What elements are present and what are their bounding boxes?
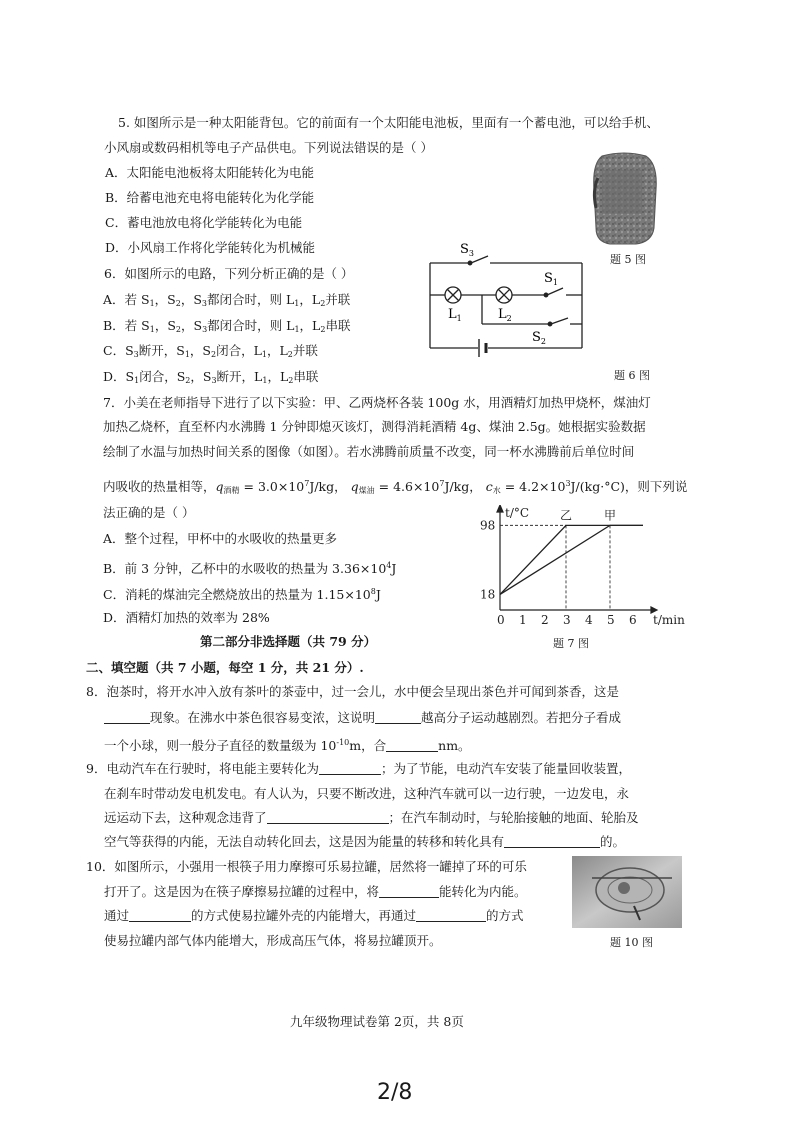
y-axis-label: t/°C [505, 506, 530, 520]
q7-temperature-chart [478, 505, 688, 630]
q9-line2: 在刹车时带动发电机发电。有人认为，只要不断改进，这种汽车就可以一边行驶，一边发电，永 [104, 786, 630, 801]
q7-option-b: B．前 3 分钟，乙杯中的水吸收的热量为 $3.36\times 10^4J$ [103, 561, 397, 576]
q10-line3: 通过 的方式使易拉罐外壳的内能增大，再通过 的方式 [104, 908, 524, 923]
q7-line3: 绘制了水温与加热时间关系的图像（如图）。若水沸腾前质量不改变，同一杯水沸腾前后单位时间 [103, 444, 635, 459]
label-l1: $L_1$ [448, 307, 462, 323]
page-number: 2/8 [377, 1080, 413, 1105]
x-tick-0: 0 [497, 613, 505, 627]
series-line-0 [500, 525, 643, 594]
q5-line1: 5. 如图所示是一种太阳能背包。它的前面有一个太阳能电池板，里面有一个蓄电池，可以给手机、 [118, 115, 659, 130]
label-s3: $S_3$ [460, 242, 474, 258]
page-footer: 九年级物理试卷第 2页，共 8页 [290, 1014, 464, 1029]
q7-line1: 7．小美在老师指导下进行了以下实验：甲、乙两烧杯各装 100g 水，用酒精灯加热甲烧杯，煤油灯 [103, 395, 651, 410]
q7-option-a: A．整个过程，甲杯中的水吸收的热量更多 [103, 531, 338, 546]
y-axis-arrow [497, 505, 503, 512]
q9-blank-2[interactable] [267, 811, 389, 824]
q8-blank-1[interactable] [104, 711, 150, 724]
series-line-1 [500, 525, 643, 594]
cola-can-image [572, 856, 682, 928]
q5-line2: 小风扇或数码相机等电子产品供电。下列说法错误的是（ ） [104, 140, 433, 155]
q9-blank-3[interactable] [504, 835, 600, 848]
q10-caption: 题 10 图 [610, 936, 653, 949]
part2-title: 第二部分非选择题（共 79 分） [200, 634, 377, 649]
q9-line3: 远运动下去，这种观念违背了 ；在汽车制动时，与轮胎接触的地面、轮胎及 [104, 810, 639, 825]
q6-option-d: D．$S_1$闭合，$S_2$，$S_3$断开，$L_1$，$L_2$串联 [103, 369, 319, 385]
q5-option-c: C．蓄电池放电将化学能转化为电能 [105, 215, 303, 230]
x-axis-label: t/min [653, 613, 685, 627]
q7-option-d: D．酒精灯加热的效率为 28% [103, 610, 270, 625]
x-tick-4: 4 [585, 613, 593, 627]
q7-line4: 内吸收的热量相等，$q_{酒精} = 3.0\times 10^7J/kg$， $q_{煤油} = 4.6\times 10^7J/kg$， $c_水 = 4.2\times 10^3J/(kg\cdot^\circ C)$，则下列说 [103, 479, 688, 495]
series-label-1: 甲 [604, 508, 617, 523]
y-tick-98: 98 [480, 518, 496, 533]
section-fill-in-heading: 二、填空题（共 7 小题，每空 1 分，共 21 分）. [86, 660, 364, 675]
q9-blank-1[interactable] [319, 762, 381, 775]
label-s1: $S_1$ [544, 271, 558, 287]
circuit-diagram [420, 238, 600, 358]
q7-option-c: C．消耗的煤油完全燃烧放出的热量为 $1.15\times 10^8J$ [103, 587, 381, 602]
q6-option-c: C．$S_3$断开，$S_1$，$S_2$闭合，$L_1$，$L_2$并联 [103, 343, 318, 359]
x-tick-6: 6 [629, 613, 637, 627]
q10-line2: 打开了。这是因为在筷子摩擦易拉罐的过程中，将 能转化为内能。 [104, 884, 527, 899]
x-tick-5: 5 [607, 613, 615, 627]
q6-option-a: A．若 $S_1$，$S_2$，$S_3$都闭合时，则 $L_1$，$L_2$并联 [103, 292, 351, 308]
q8-line2: 现象。在沸水中茶色很容易变浓，这说明 越高分子运动越剧烈。若把分子看成 [104, 710, 621, 726]
q7-line5: 法正确的是（ ） [103, 505, 195, 520]
label-s2: $S_2$ [532, 330, 546, 346]
q9-line1: 9．电动汽车在行驶时，将电能主要转化为 ；为了节能，电动汽车安装了能量回收装置， [86, 761, 631, 776]
q10-blank-3[interactable] [416, 909, 486, 922]
solar-backpack-image [588, 150, 660, 246]
q6-caption: 题 6 图 [614, 369, 650, 382]
q9-line4: 空气等获得的内能，无法自动转化回去，这是因为能量的转移和转化具有 的。 [104, 834, 626, 849]
q6-stem: 6．如图所示的电路，下列分析正确的是（ ） [104, 266, 354, 281]
x-tick-3: 3 [563, 613, 571, 627]
label-l2: $L_2$ [498, 307, 512, 323]
q5-caption: 题 5 图 [610, 253, 646, 266]
q7-caption: 题 7 图 [553, 637, 589, 650]
q5-option-d: D．小风扇工作将化学能转化为机械能 [105, 240, 316, 255]
q8-blank-3[interactable] [386, 739, 438, 752]
q10-blank-1[interactable] [379, 885, 439, 898]
q7-line2: 加热乙烧杯，直至杯内水沸腾 1 分钟即熄灭该灯，测得消耗酒精 4g、煤油 2.5g。她根据实验数据 [103, 419, 646, 434]
x-tick-2: 2 [541, 613, 549, 627]
q6-option-b: B．若 $S_1$，$S_2$，$S_3$都闭合时，则 $L_1$，$L_2$串联 [103, 318, 351, 334]
q8-line3: 一个小球，则一般分子直径的数量级为 $10^{-10}m$，合 nm。 [104, 738, 471, 753]
y-tick-18: 18 [480, 587, 496, 602]
q10-line4: 使易拉罐内部气体内能增大，形成高压气体，将易拉罐顶开。 [104, 933, 442, 948]
q10-blank-2[interactable] [129, 909, 191, 922]
q8-blank-2[interactable] [375, 711, 421, 724]
series-label-0: 乙 [560, 508, 573, 523]
x-tick-1: 1 [519, 613, 527, 627]
q10-line1: 10．如图所示，小强用一根筷子用力摩擦可乐易拉罐，居然将一罐掉了环的可乐 [86, 859, 527, 874]
q5-option-a: A．太阳能电池板将太阳能转化为电能 [105, 165, 315, 180]
q8-line1: 8．泡茶时，将开水冲入放有茶叶的茶壶中，过一会儿，水中便会呈现出茶色并可闻到茶香，这是 [86, 684, 619, 699]
q5-option-b: B．给蓄电池充电将电能转化为化学能 [105, 190, 315, 205]
